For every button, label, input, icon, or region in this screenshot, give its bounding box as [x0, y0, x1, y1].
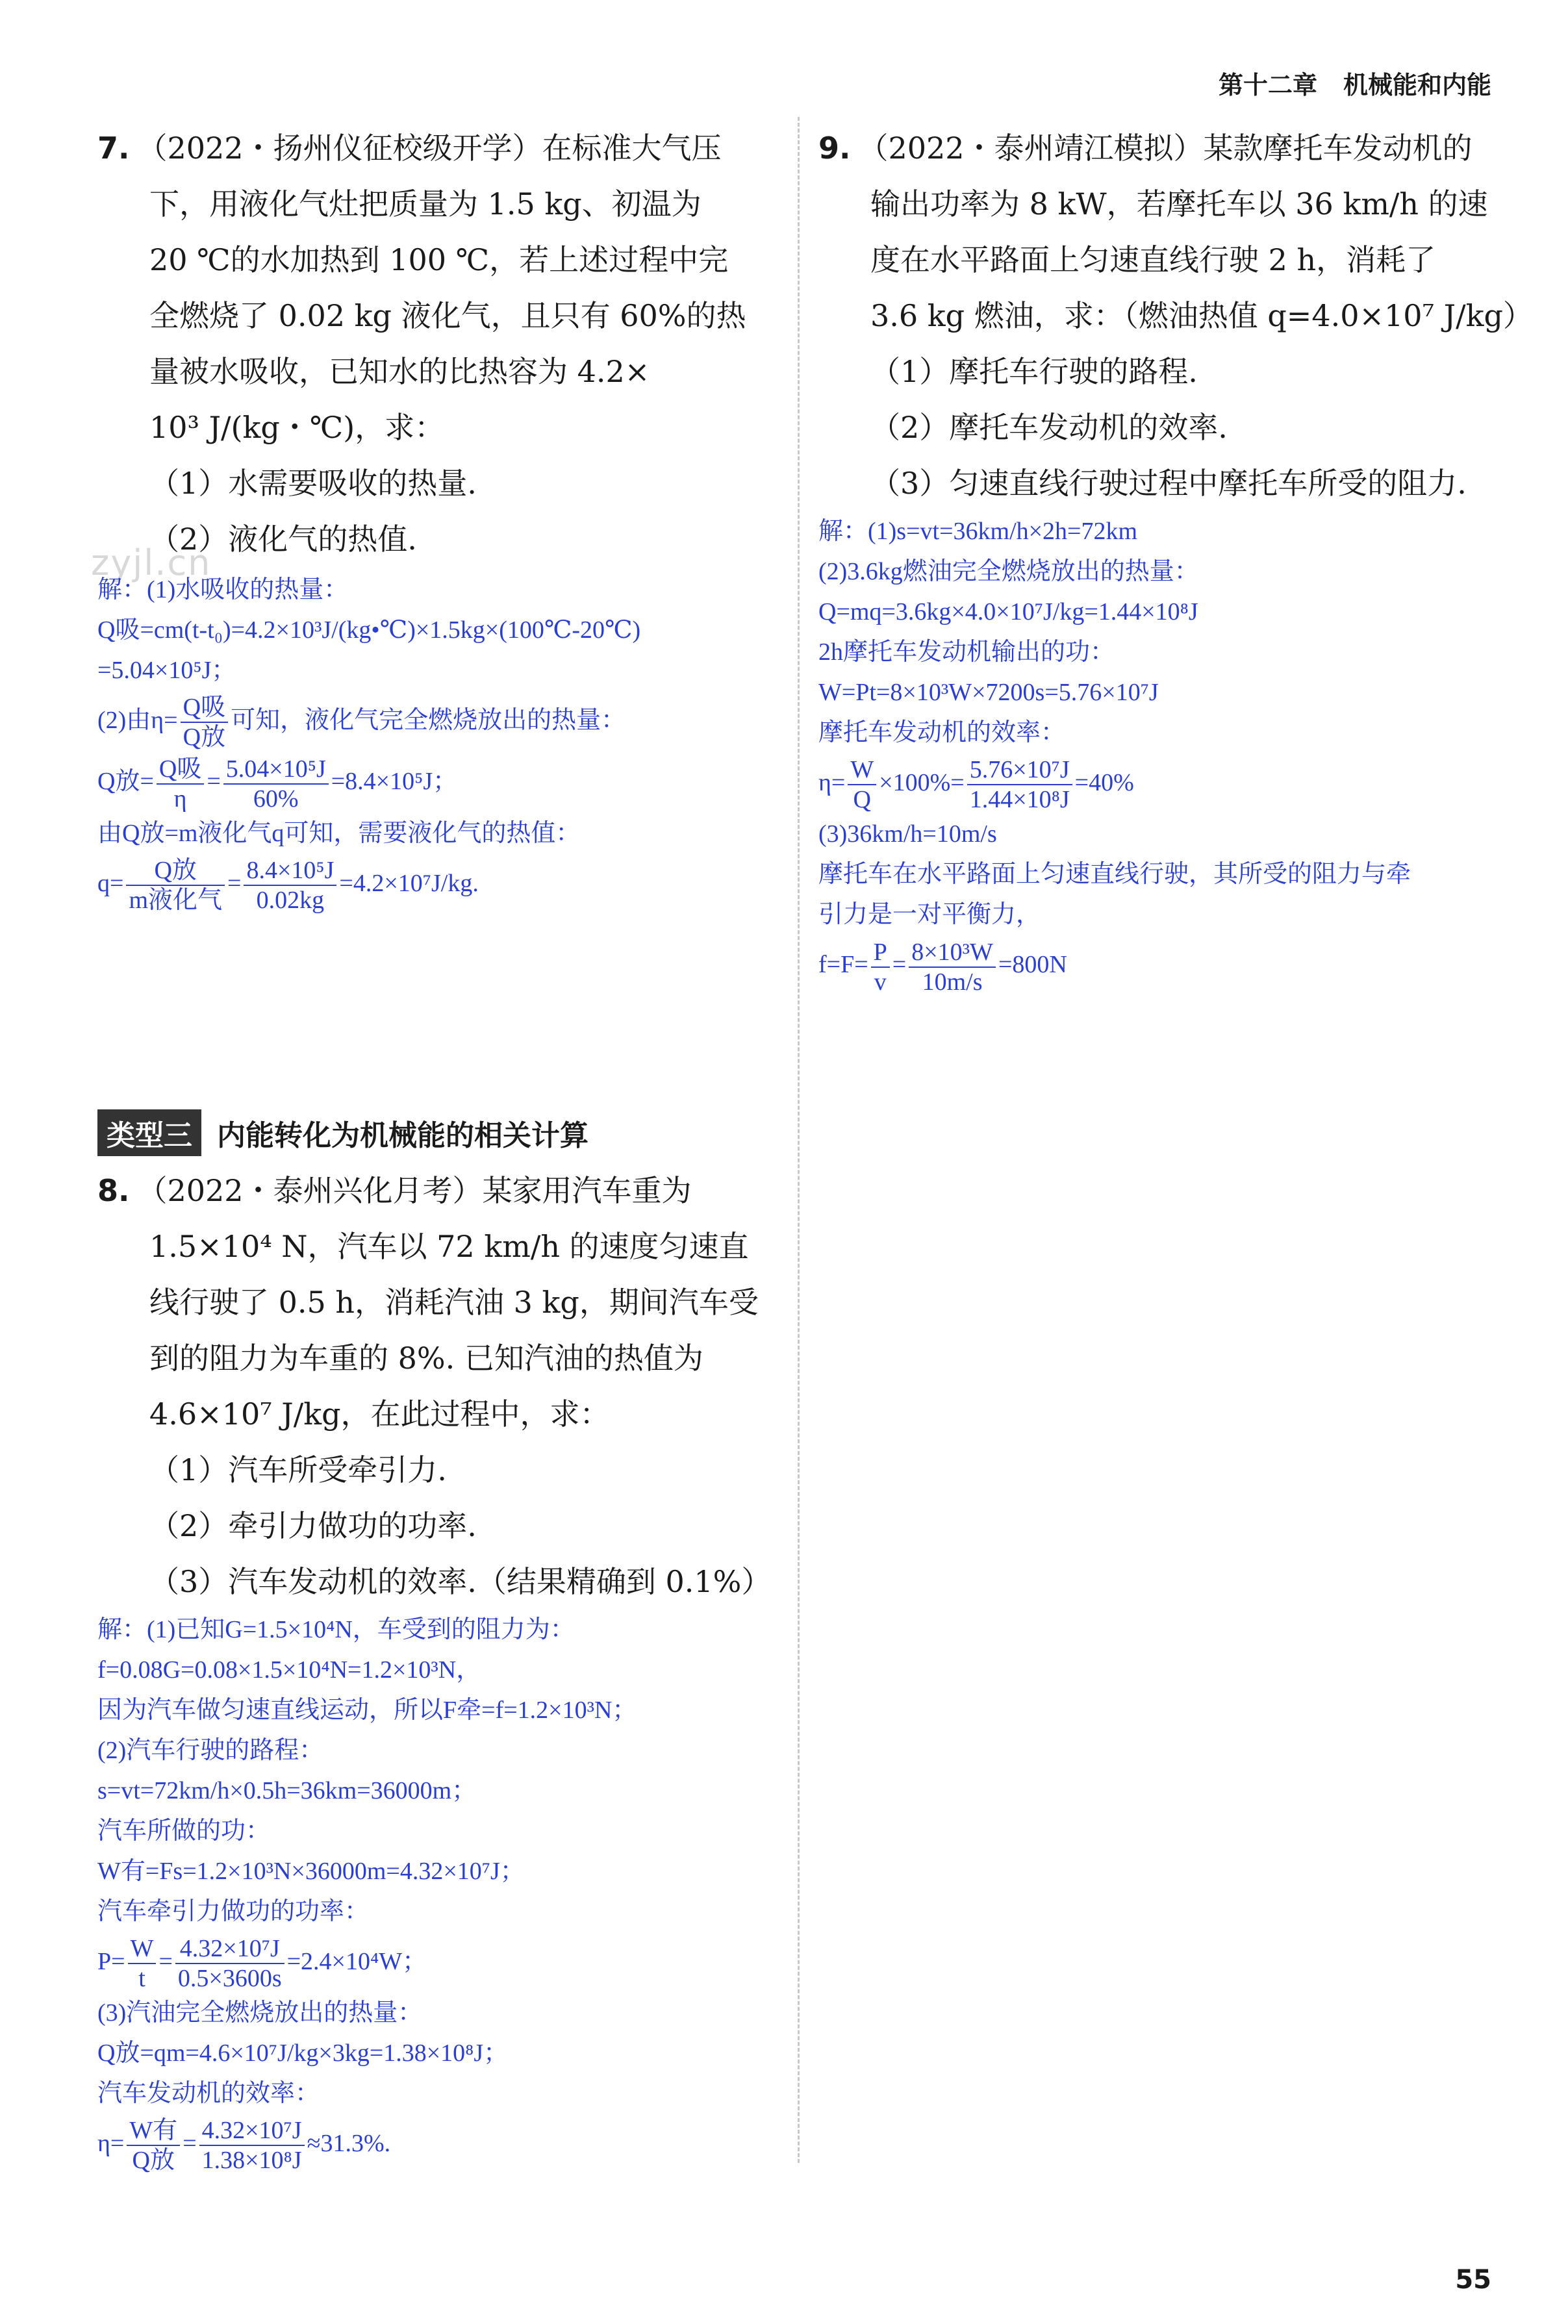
fraction: $\frac{\text{4.32×10⁷J}}{\text{1.38×10⁸J}}$ [199, 2116, 305, 2175]
question-text-line: 4.6×10⁷ J/kg，在此过程中，求： [149, 1396, 610, 1432]
question-text-line: 输出功率为 8 kW，若摩托车以 36 km/h 的速 [870, 186, 1488, 221]
page-number: 55 [1455, 2265, 1491, 2295]
answer-line: 摩托车在水平路面上匀速直线行驶，其所受的阻力与牵 [818, 861, 1411, 889]
answer-line: 汽车牵引力做功的功率： [97, 1897, 370, 1925]
question-text-line: 1.5×10⁴ N，汽车以 72 km/h 的速度匀速直 [149, 1228, 749, 1264]
answer-line: 解：(1)水吸收的热量： [97, 576, 349, 603]
fraction: $\frac{\text{8.4×10⁵J}}{0.02kg}$ [244, 856, 336, 915]
watermark: zyjl.cn [91, 542, 212, 583]
question-text-line: 到的阻力为车重的 8%. 已知汽油的热值为 [149, 1340, 703, 1376]
answer-line: q= $\frac{\text{Q放}}{\text{m液化气}}$ = $\frac{\text{8.4×10⁵J}}{0.02kg}$ =4.2×10⁷J/kg. [97, 856, 479, 914]
answer-line: f=0.08G=0.08×1.5×10⁴N=1.2×10³N， [97, 1656, 481, 1684]
fraction: $\frac{W}{t}$ [128, 1934, 157, 1993]
answer-line: (2)由η= $\frac{\text{Q吸}}{\text{Q放}}$ 可知，液化气完全燃烧放出的热量： [97, 694, 626, 752]
answer-line: (2)汽车行驶的路程： [97, 1736, 324, 1764]
fraction: $\frac{W}{Q}$ [848, 755, 876, 814]
question-7 [97, 120, 773, 455]
answer-9 [818, 511, 1494, 996]
answer-line: =5.04×10⁵J； [97, 657, 236, 684]
fraction: $\frac{\text{4.32×10⁷J}}{0.5\times 3600s}$ [175, 1934, 285, 1993]
answer-line: 汽车所做的功： [97, 1817, 271, 1845]
question-number: 8. [97, 1172, 130, 1208]
question-text-line: 量被水吸收，已知水的比热容为 4.2× [149, 354, 650, 389]
question-text-line: 下，用液化气灶把质量为 1.5 kg、初温为 [149, 186, 702, 221]
chapter-title: 机械能和内能 [1343, 71, 1491, 99]
question-text-line: 度在水平路面上匀速直线行驶 2 h，消耗了 [870, 242, 1436, 277]
fraction: $\frac{\text{Q吸}}{\text{Q放}}$ [181, 693, 228, 752]
fraction: $\frac{\text{W有}}{\text{Q放}}$ [127, 2116, 180, 2175]
question-text-line: 10³ J/(kg・℃)，求： [149, 410, 445, 445]
sub-question: （3）匀速直线行驶过程中摩托车所受的阻力. [870, 466, 1467, 501]
sub-question: （3）汽车发动机的效率.（结果精确到 0.1%） [149, 1563, 772, 1599]
question-text-line: （2022・扬州仪征校级开学）在标准大气压 [137, 131, 722, 166]
answer-line: 汽车发动机的效率： [97, 2080, 320, 2108]
question-text-line: 3.6 kg 燃油，求：（燃油热值 q=4.0×10⁷ J/kg） [870, 298, 1533, 333]
answer-line: Q=mq=3.6kg×4.0×10⁷J/kg=1.44×10⁸J [818, 598, 1198, 625]
answer-line: 解：(1)s=vt=36km/h×2h=72km [818, 518, 1138, 545]
chapter-number: 第十二章 [1218, 71, 1317, 99]
section-tag: 类型三 [97, 1109, 201, 1156]
answer-line: W=Pt=8×10³W×7200s=5.76×10⁷J [818, 679, 1159, 706]
answer-line: P= $\frac{W}{t}$ = $\frac{\text{4.32×10⁷J}}{0.5\times 3600s}$ =2.4×10⁴W； [97, 1935, 427, 1993]
answer-line: 解：(1)已知G=1.5×10⁴N，车受到的阻力为： [97, 1615, 575, 1643]
question-number: 7. [97, 131, 130, 166]
sub-question: （1）水需要吸收的热量. [149, 466, 477, 501]
question-text-line: 20 ℃的水加热到 100 ℃，若上述过程中完 [149, 242, 729, 277]
right-column [818, 120, 1533, 996]
question-text-line: 全燃烧了 0.02 kg 液化气，且只有 60%的热 [149, 298, 746, 333]
left-column [97, 120, 773, 2175]
answer-8 [97, 1610, 773, 2175]
answer-line: 由Q放=m液化气q可知，需要液化气的热值： [97, 819, 581, 847]
answer-line: 摩托车发动机的效率： [818, 719, 1066, 746]
answer-line: η= $\frac{W}{Q}$ ×100%= $\frac{\text{5.76×10⁷J}}{\text{1.44×10⁸J}}$ =40% [818, 756, 1134, 814]
sub-question: （2）牵引力做功的功率. [149, 1508, 477, 1543]
answer-line: 引力是一对平衡力， [818, 901, 1041, 929]
sub-question: （2）摩托车发动机的效率. [870, 410, 1228, 445]
question-text-line: （2022・泰州兴化月考）某家用汽车重为 [137, 1172, 692, 1208]
chapter-header [1193, 65, 1491, 101]
answer-line: (2)3.6kg燃油完全燃烧放出的热量： [818, 558, 1199, 585]
answer-line: Q放= $\frac{\text{Q吸}}{\eta}$ = $\frac{\text{5.04×10⁵J}}{60\%}$ =8.4×10⁵J； [97, 755, 458, 813]
fraction: $\frac{P}{v}$ [871, 938, 890, 996]
answer-line: 2h摩托车发动机输出的功： [818, 638, 1115, 666]
question-text-line: （2022・泰州靖江模拟）某款摩托车发动机的 [858, 131, 1473, 166]
answer-line: η= $\frac{\text{W有}}{\text{Q放}}$ = $\frac{\text{4.32×10⁷J}}{\text{1.38×10⁸J}}$ ≈31.3%. [97, 2117, 391, 2175]
answer-line: f=F= $\frac{P}{v}$ = $\frac{\text{8×10³W}}{10m/s}$ =800N [818, 938, 1067, 996]
section-heading [97, 1109, 773, 1156]
fraction: $\frac{\text{8×10³W}}{10m/s}$ [909, 938, 996, 996]
answer-line: (3)36km/h=10m/s [818, 820, 997, 848]
answer-line: Q吸=cm(t-t₀)=4.2×10³J/(kg•℃)×1.5kg×(100℃-20℃) [97, 616, 641, 644]
sub-question: （1）汽车所受牵引力. [149, 1452, 447, 1487]
sub-question: （2）液化气的热值. [149, 522, 417, 557]
answer-line: 因为汽车做匀速直线运动，所以F牵=f=1.2×10³N； [97, 1696, 637, 1724]
fraction: $\frac{\text{Q吸}}{\eta}$ [157, 755, 204, 813]
answer-7 [97, 570, 773, 915]
answer-line: (3)汽油完全燃烧放出的热量： [97, 1999, 423, 2027]
column-divider [798, 117, 800, 2163]
answer-line: s=vt=72km/h×0.5h=36km=36000m； [97, 1776, 477, 1804]
question-9 [818, 120, 1533, 344]
answer-line: W有=Fs=1.2×10³N×36000m=4.32×10⁷J； [97, 1857, 525, 1885]
question-text-line: 线行驶了 0.5 h，消耗汽油 3 kg，期间汽车受 [149, 1284, 759, 1320]
fraction: $\frac{\text{5.76×10⁷J}}{\text{1.44×10⁸J}}$ [967, 755, 1072, 814]
fraction: $\frac{\text{Q放}}{\text{m液化气}}$ [126, 856, 225, 915]
section-title: 内能转化为机械能的相关计算 [217, 1118, 588, 1152]
question-number: 9. [818, 131, 851, 166]
question-8 [97, 1163, 773, 1442]
sub-question: （1）摩托车行驶的路程. [870, 354, 1198, 389]
fraction: $\frac{\text{5.04×10⁵J}}{60\%}$ [223, 755, 329, 813]
answer-line: Q放=qm=4.6×10⁷J/kg×3kg=1.38×10⁸J； [97, 2040, 509, 2067]
